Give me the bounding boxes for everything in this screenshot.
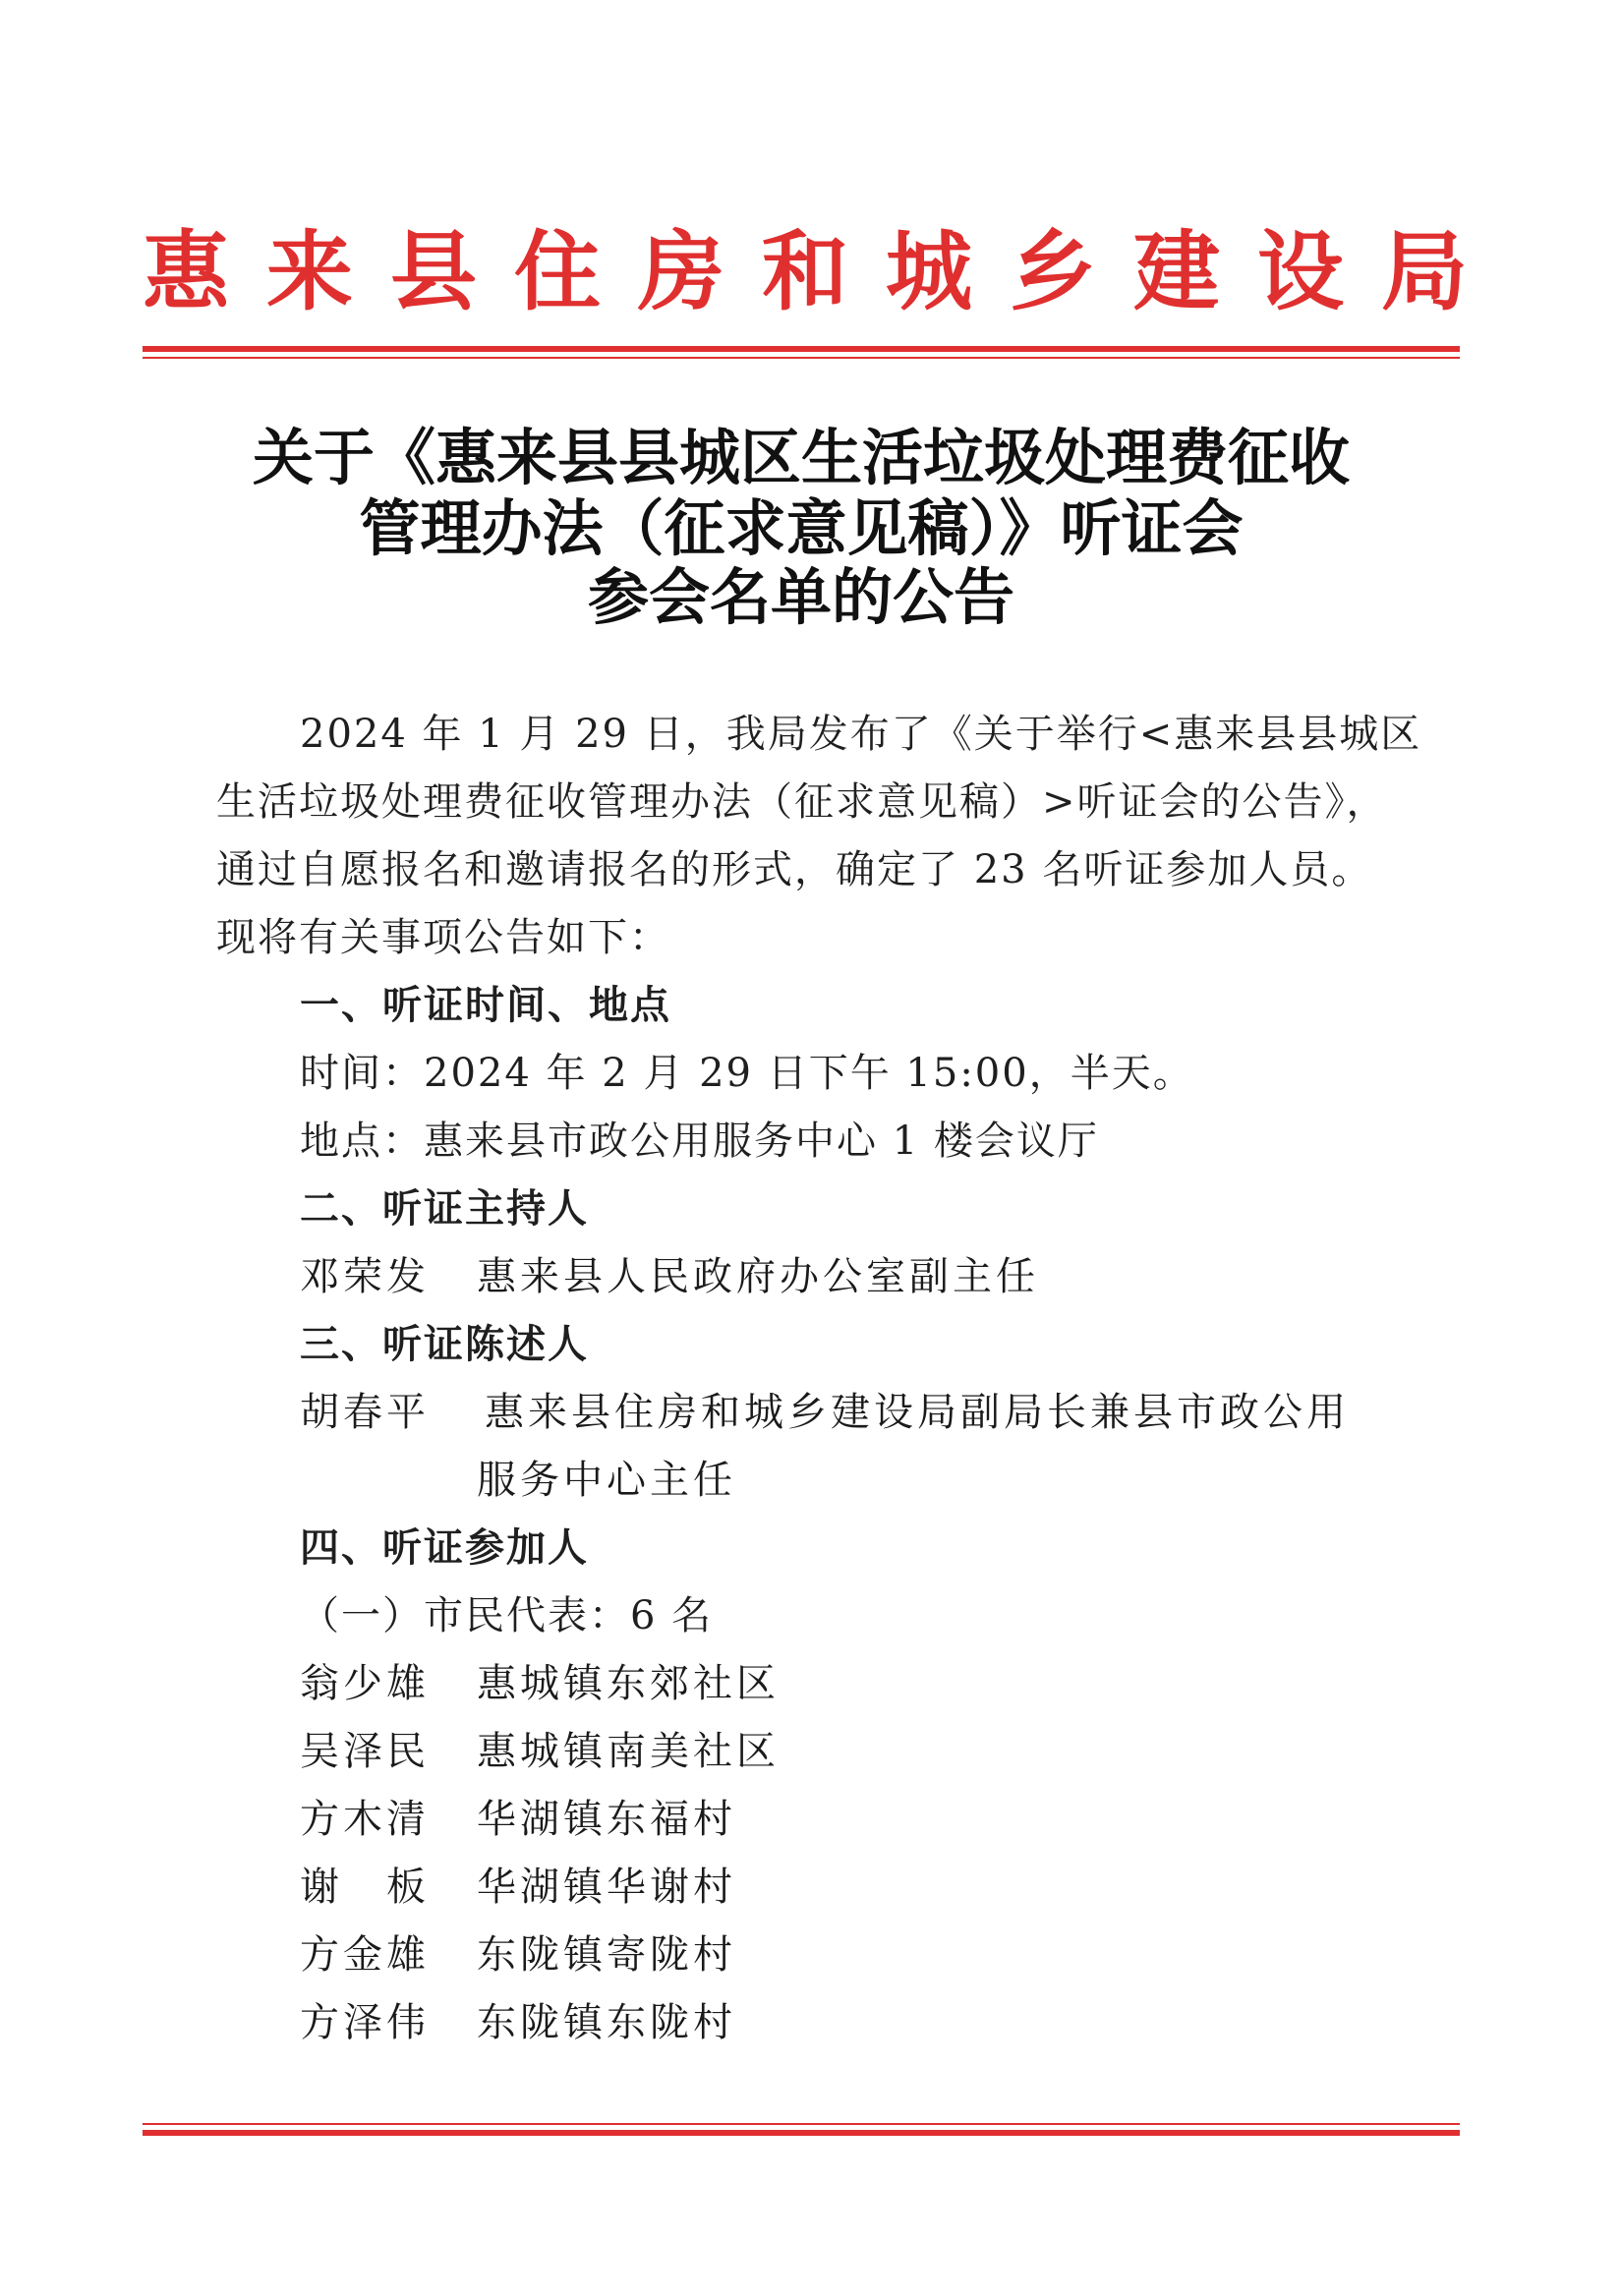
presenter-role-line-1: 惠来县住房和城乡建设局副局长兼县市政公用 — [485, 1390, 1350, 1435]
section-1-heading: 一、听证时间、地点 — [300, 983, 671, 1028]
intro-line-4: 现将有关事项公告如下： — [216, 915, 670, 960]
citizen-name: 翁少雄 — [300, 1661, 430, 1706]
citizen-name: 方金雄 — [300, 1932, 430, 1978]
section-2-heading: 二、听证主持人 — [300, 1186, 589, 1232]
citizen-subheading: （一）市民代表：6 名 — [300, 1593, 714, 1638]
hearing-place: 地点：惠来县市政公用服务中心 1 楼会议厅 — [300, 1119, 1099, 1164]
document-title-line-2: 管理办法（征求意见稿）》听证会 — [359, 492, 1244, 564]
hearing-time: 时间：2024 年 2 月 29 日下午 15:00，半天。 — [300, 1051, 1194, 1096]
citizen-affiliation: 惠城镇南美社区 — [477, 1729, 780, 1774]
citizen-affiliation: 东陇镇东陇村 — [477, 2000, 736, 2045]
presenter-role-line-2: 服务中心主任 — [477, 1458, 736, 1503]
footer-rule-thin — [143, 2123, 1460, 2125]
header-rule-thick — [143, 346, 1460, 352]
citizen-name: 谢 板 — [300, 1865, 430, 1910]
document-title-line-3: 参会名单的公告 — [587, 561, 1014, 633]
citizen-name: 吴泽民 — [300, 1729, 430, 1774]
citizen-name: 方木清 — [300, 1797, 430, 1842]
citizen-affiliation: 惠城镇东郊社区 — [477, 1661, 780, 1706]
citizen-name: 方泽伟 — [300, 2000, 430, 2045]
citizen-affiliation: 华湖镇华谢村 — [477, 1865, 736, 1910]
section-4-heading: 四、听证参加人 — [300, 1525, 589, 1571]
org-header: 惠来县住房和城乡建设局 — [143, 221, 1506, 322]
footer-rule-thick — [143, 2130, 1460, 2136]
intro-line-3: 通过自愿报名和邀请报名的形式，确定了 23 名听证参加人员。 — [216, 847, 1373, 892]
header-rule-thin — [143, 357, 1460, 359]
citizen-affiliation: 华湖镇东福村 — [477, 1797, 736, 1842]
host-name: 邓荣发 — [300, 1254, 430, 1299]
document-title-line-1: 关于《惠来县县城区生活垃圾处理费征收 — [252, 422, 1350, 493]
presenter-name: 胡春平 — [300, 1390, 430, 1435]
section-3-heading: 三、听证陈述人 — [300, 1322, 589, 1367]
intro-line-1: 2024 年 1 月 29 日，我局发布了《关于举行<惠来县县城区 — [300, 712, 1422, 757]
intro-line-2: 生活垃圾处理费征收管理办法（征求意见稿）>听证会的公告》， — [216, 779, 1388, 825]
citizen-affiliation: 东陇镇寄陇村 — [477, 1932, 736, 1978]
host-role: 惠来县人民政府办公室副主任 — [477, 1254, 1039, 1299]
